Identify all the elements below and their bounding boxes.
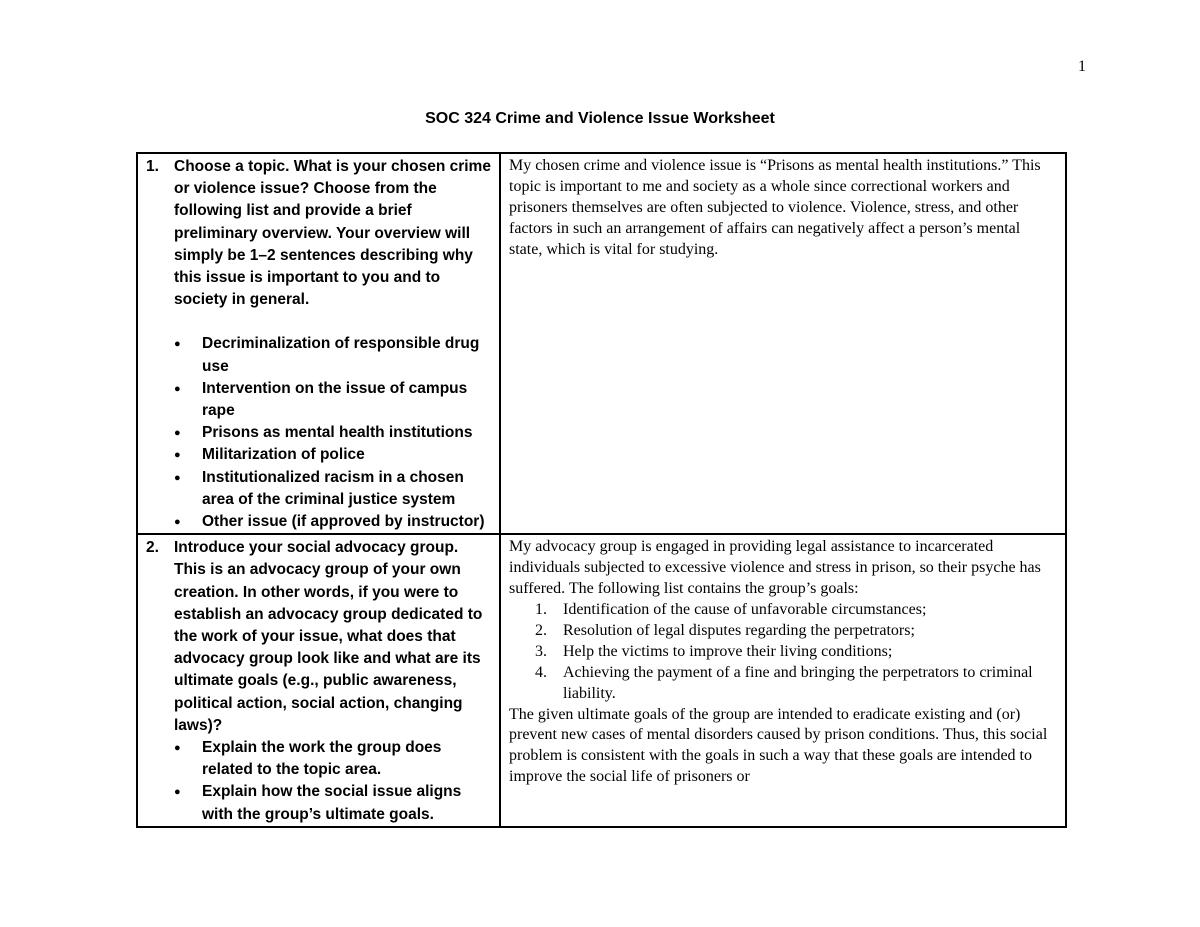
question-text: Choose a topic. What is your chosen crime or violence issue? Choose from the following list and provide a brief preliminary overview. Your overview will simply be 1–2 sentences describing why this issue is important to you and to society in general. bbox=[174, 158, 491, 309]
answer-intro: My advocacy group is engaged in providing legal assistance to incarcerated individuals subjected to excessive violence and stress in prison, so their psyche has suffered. The following list contains the group’s goals: bbox=[509, 538, 1041, 598]
bullet-icon: ● bbox=[174, 338, 181, 351]
topic-list bbox=[146, 333, 491, 533]
bullet-icon: ● bbox=[174, 382, 181, 395]
question-text: Introduce your social advocacy group. This is an advocacy group of your own creation. In other words, if you were to establish an advocacy group dedicated to the work of your issue, what does that advocacy group look like and what are its ultimate goals (e.g., public awareness, political action, social action, changing laws)? bbox=[174, 539, 483, 734]
table-row bbox=[137, 534, 1066, 827]
list-item: 1. Identification of the cause of unfavorable circumstances; bbox=[535, 600, 927, 618]
list-item: ● Other issue (if approved by instructor) bbox=[174, 511, 491, 533]
answer-outro: The given ultimate goals of the group are intended to eradicate existing and (or) prevent new cases of mental disorders caused by prison conditions. Thus, this social problem is consistent with the goals in such a way that these goals are intended to improve the social life of prisoners or bbox=[509, 705, 1048, 786]
list-item: ● Militarization of police bbox=[174, 444, 491, 466]
list-item: ● Explain the work the group does related to the topic area. bbox=[174, 737, 491, 781]
list-item: ● Intervention on the issue of campus rape bbox=[174, 378, 491, 422]
question-number: 1. bbox=[146, 158, 159, 175]
table-row bbox=[137, 153, 1066, 534]
page-number: 1 bbox=[1078, 58, 1086, 75]
question-prompt bbox=[146, 537, 491, 737]
list-item: ● Decriminalization of responsible drug use bbox=[174, 333, 491, 377]
bullet-icon: ● bbox=[174, 786, 181, 799]
list-item: ● Prisons as mental health institutions bbox=[174, 422, 491, 444]
answer-cell bbox=[500, 534, 1066, 827]
list-item: 3. Help the victims to improve their living conditions; bbox=[535, 642, 893, 660]
list-item: ● Explain how the social issue aligns with the group’s ultimate goals. bbox=[174, 781, 491, 825]
page-title: SOC 324 Crime and Violence Issue Worksheet bbox=[425, 110, 775, 127]
worksheet-table bbox=[136, 152, 1067, 828]
goals-list bbox=[509, 600, 1057, 705]
question-number: 2. bbox=[146, 539, 159, 557]
question-prompt bbox=[146, 156, 491, 311]
bullet-icon: ● bbox=[174, 449, 181, 462]
answer-text: My chosen crime and violence issue is “Prisons as mental health institutions.” This topic is important to me and society as a whole since correctional workers and prisoners themselves are often subjected to violence. Violence, stress, and other factors in such an arrangement of affairs can negatively affect a person’s mental state, which is vital for studying. bbox=[509, 157, 1041, 258]
bullet-icon: ● bbox=[174, 516, 181, 529]
prompt-cell bbox=[137, 534, 500, 827]
instruction-list bbox=[146, 737, 491, 826]
list-item: 4. Achieving the payment of a fine and bringing the perpetrators to criminal liability. bbox=[535, 663, 1033, 702]
bullet-icon: ● bbox=[174, 742, 181, 755]
bullet-icon: ● bbox=[174, 427, 181, 440]
bullet-icon: ● bbox=[174, 471, 181, 484]
list-item: 2. Resolution of legal disputes regarding the perpetrators; bbox=[535, 621, 915, 639]
prompt-cell bbox=[137, 153, 500, 534]
list-item: ● Institutionalized racism in a chosen area of the criminal justice system bbox=[174, 467, 491, 511]
answer-cell bbox=[500, 153, 1066, 534]
